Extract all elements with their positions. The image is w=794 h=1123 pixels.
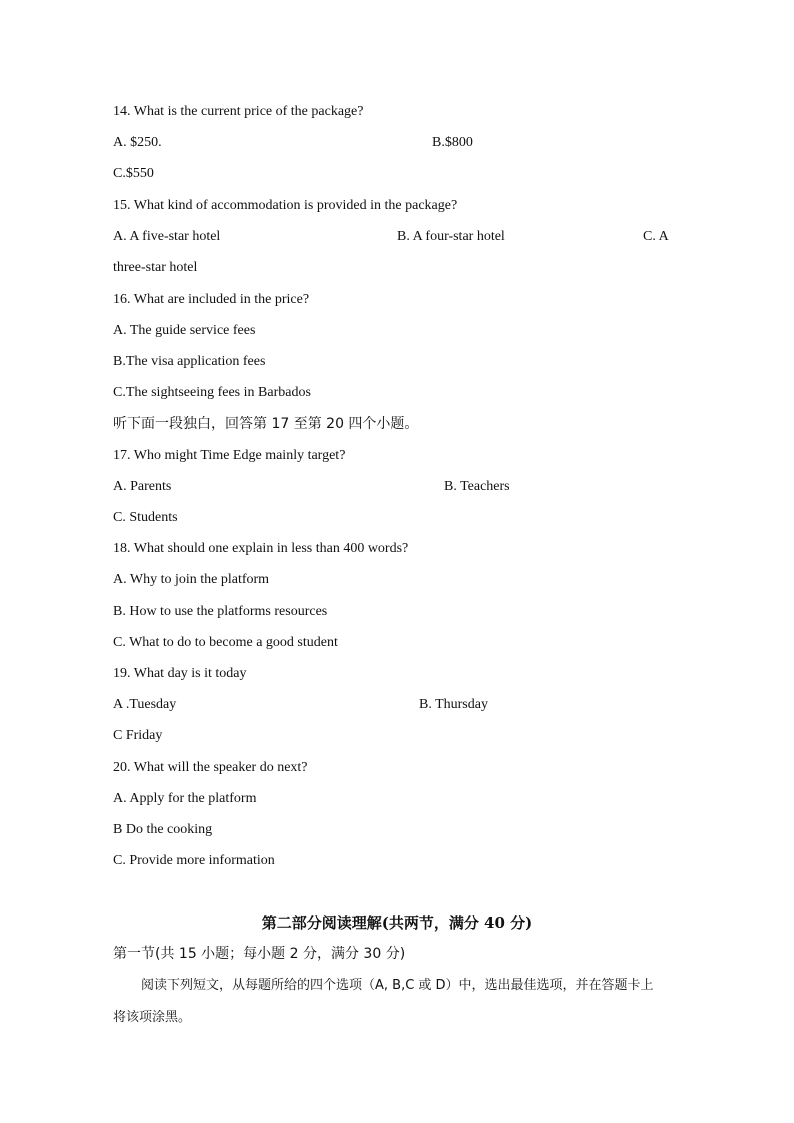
q14-option-a: A. $250. — [113, 135, 162, 150]
q18-option-c: C. What to do to become a good student — [113, 635, 338, 650]
question-15: 15. What kind of accommodation is provided in the package? — [113, 198, 458, 213]
q14-option-b: B.$800 — [432, 135, 473, 150]
q15-option-c-continued: three-star hotel — [113, 260, 198, 275]
part2-instruction-line2: 将该项涂黑。 — [113, 1010, 192, 1025]
q17-option-b: B. Teachers — [444, 479, 510, 494]
question-18: 18. What should one explain in less than 400 words? — [113, 541, 409, 556]
q15-option-a: A. A five-star hotel — [113, 229, 221, 244]
question-17: 17. Who might Time Edge mainly target? — [113, 448, 346, 463]
q16-option-b: B.The visa application fees — [113, 354, 266, 369]
question-19: 19. What day is it today — [113, 666, 247, 681]
q18-option-a: A. Why to join the platform — [113, 572, 270, 587]
question-20: 20. What will the speaker do next? — [113, 760, 308, 775]
part2-title: 第二部分阅读理解(共两节，满分 40 分) — [261, 914, 533, 932]
question-16: 16. What are included in the price? — [113, 292, 310, 307]
q15-option-c: C. A — [643, 229, 669, 244]
q20-option-a: A. Apply for the platform — [113, 791, 257, 806]
q14-option-c: C.$550 — [113, 166, 154, 181]
q16-option-a: A. The guide service fees — [113, 323, 256, 338]
q19-option-c: C Friday — [113, 728, 163, 743]
q18-option-b: B. How to use the platforms resources — [113, 604, 328, 619]
q15-option-b: B. A four-star hotel — [397, 229, 505, 244]
question-14: 14. What is the current price of the package? — [113, 104, 364, 119]
part2-instruction-line1: 阅读下列短文，从每题所给的四个选项（A, B,C 或 D）中，选出最佳选项，并在答题卡上 — [141, 978, 654, 993]
q20-option-b: B Do the cooking — [113, 822, 213, 837]
q16-option-c: C.The sightseeing fees in Barbados — [113, 385, 311, 400]
q17-option-c: C. Students — [113, 510, 178, 525]
q19-option-a: A .Tuesday — [113, 697, 177, 712]
q17-option-a: A. Parents — [113, 479, 172, 494]
monologue-instruction: 听下面一段独白，回答第 17 至第 20 四个小题。 — [113, 416, 419, 432]
q20-option-c: C. Provide more information — [113, 853, 275, 868]
q19-option-b: B. Thursday — [419, 697, 488, 712]
part2-section1-heading: 第一节(共 15 小题；每小题 2 分，满分 30 分) — [113, 946, 406, 962]
